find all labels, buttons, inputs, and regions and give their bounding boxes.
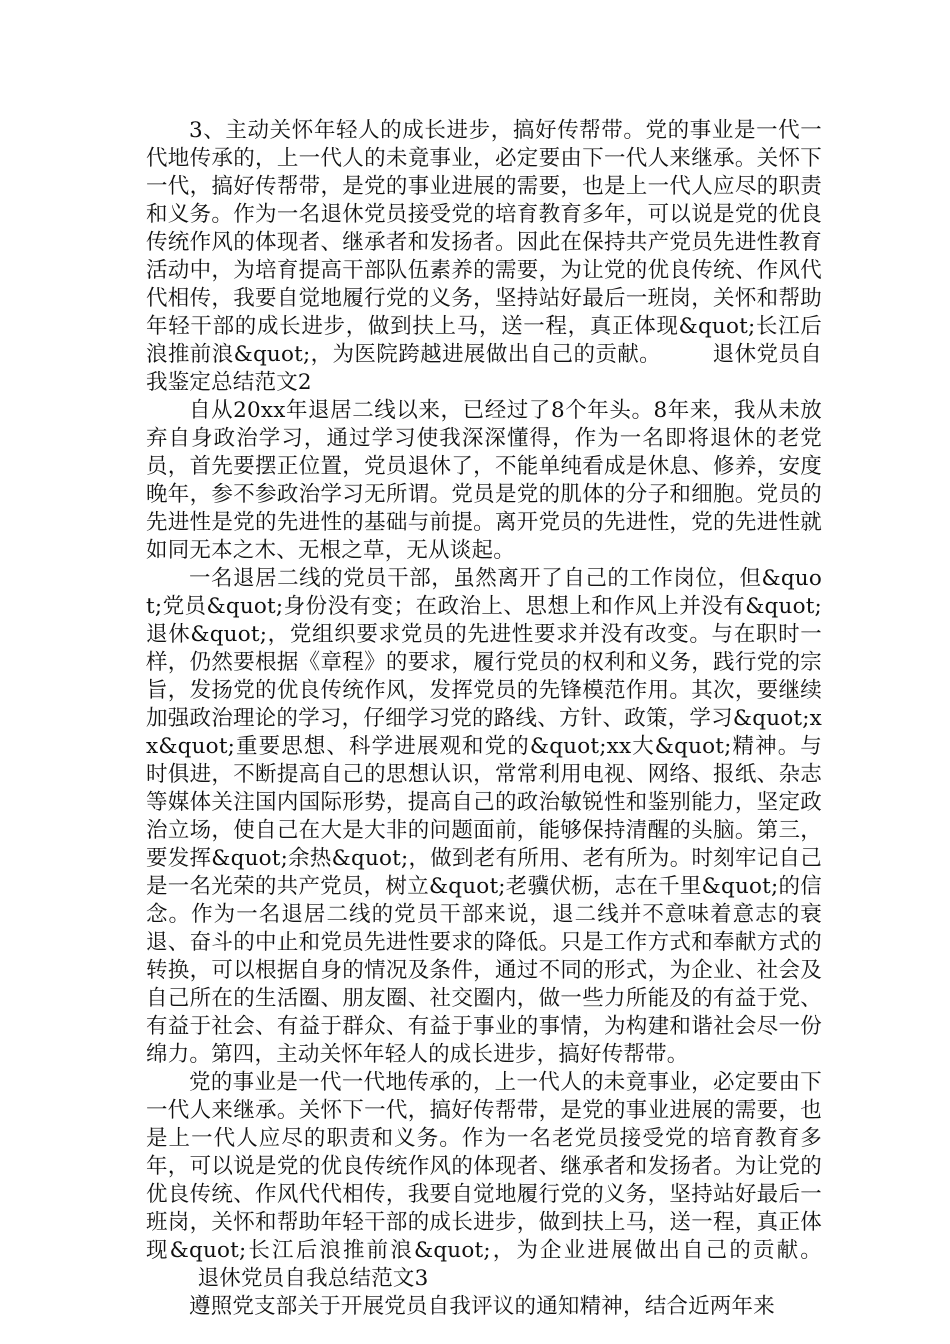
paragraph-5: 遵照党支部关于开展党员自我评议的通知精神，结合近两年来 <box>189 1294 775 1319</box>
section-heading-2: 退休党员自我鉴定总结范文2 <box>146 342 822 395</box>
section-heading-3: 退休党员自我总结范文3 <box>197 1266 429 1291</box>
paragraph-3: 一名退居二线的党员干部，虽然离开了自己的工作岗位，但&quot;党员&quot;身份没有变；在政治上、思想上和作风上并没有&quot;退休&quot;，党组织要求党员的先进性要求并没有改变。与在职时一样，仍然要根据《章程》的要求，履行党员的权利和义务，践行党的宗旨，发扬党的优良传统作风，发挥党员的先锋模范作用。其次，要继续加强政治理论的学习，仔细学习党的路线、方针、政策，学习&quot;xx&quot;重要思想、科学进展观和党的&quot;xx大&quot;精神。与时俱进，不断提高自己的思想认识，常常利用电视、网络、报纸、杂志等媒体关注国内国际形势，提高自己的政治敏锐性和鉴别能力，坚定政治立场，使自己在大是大非的问题面前，能够保持清醒的头脑。第三，要发挥&quot;余热&quot;，做到老有所用、老有所为。时刻牢记自己是一名光荣的共产党员，树立&quot;老骥伏枥，志在千里&quot;的信念。作为一名退居二线的党员干部来说，退二线并不意味着意志的衰退、奋斗的中止和党员先进性要求的降低。只是工作方式和奉献方式的转换，可以根据自身的情况及条件，通过不同的形式，为企业、社会及自己所在的生活圈、朋友圈、社交圈内，做一些力所能及的有益于党、有益于社会、有益于群众、有益于事业的事情，为构建和谐社会尽一份绵力。第四，主动关怀年轻人的成长进步，搞好传帮带。 <box>146 566 822 1067</box>
document-body <box>146 117 822 1321</box>
paragraph-2: 自从20xx年退居二线以来，已经过了8个年头。8年来，我从未放弃自身政治学习，通过学习使我深深懂得，作为一名即将退休的老党员，首先要摆正位置，党员退休了，不能单纯看成是休息、修养，安度晚年，参不参政治学习无所谓。党员是党的肌体的分子和细胞。党员的先进性是党的先进性的基础与前提。离开党员的先进性，党的先进性就如同无本之木、无根之草，无从谈起。 <box>146 398 822 563</box>
paragraph-4-text: 党的事业是一代一代地传承的，上一代人的未竟事业，必定要由下一代人来继承。关怀下一代，搞好传帮带，是党的事业进展的需要，也是上一代人应尽的职责和义务。作为一名老党员接受党的培育教育多年，可以说是党的优良传统作风的体现者、继承者和发扬者。为让党的优良传统、作风代代相传，我要自觉地履行党的义务，坚持站好最后一班岗，关怀和帮助年轻干部的成长进步，做到扶上马，送一程，真正体现&quot;长江后浪推前浪&quot;，为企业进展做出自己的贡献。 <box>146 1070 822 1263</box>
paragraph-1 <box>146 117 822 397</box>
paragraph-1-text: 3、主动关怀年轻人的成长进步，搞好传帮带。党的事业是一代一代地传承的，上一代人的未竟事业，必定要由下一代人来继承。关怀下一代，搞好传帮带，是党的事业进展的需要，也是上一代人应尽的职责和义务。作为一名退休党员接受党的培育教育多年，可以说是党的优良传统作风的体现者、继承者和发扬者。因此在保持共产党员先进性教育活动中，为培育提高干部队伍素养的需要，为让党的优良传统、作风代代相传，我要自觉地履行党的义务，坚持站好最后一班岗，关怀和帮助年轻干部的成长进步，做到扶上马，送一程，真正体现&quot;长江后浪推前浪&quot;，为医院跨越进展做出自己的贡献。 <box>146 118 822 367</box>
paragraph-4 <box>146 1069 822 1293</box>
